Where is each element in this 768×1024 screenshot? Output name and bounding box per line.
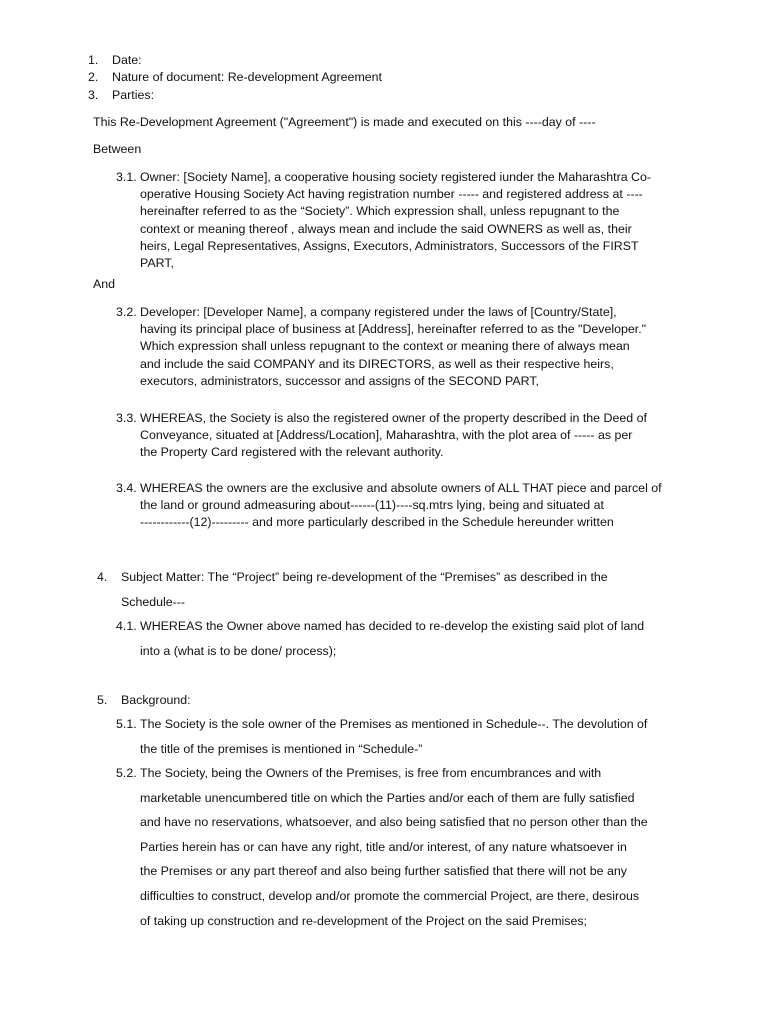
section-number: 5.	[97, 693, 108, 707]
section-line: Schedule---	[121, 594, 186, 609]
clause-line: WHEREAS the owners are the exclusive and absolute owners of ALL THAT piece and parcel of	[140, 481, 662, 495]
clause-line: the Premises or any part thereof and also being further satisfied that there will not be any	[140, 864, 627, 879]
background-heading: Background:	[121, 693, 191, 707]
clause-line: Owner: [Society Name], a cooperative housing society registered iunder the Maharashtra Co-	[140, 170, 652, 184]
clause-line: Developer: [Developer Name], a company registered under the laws of [Country/State],	[140, 305, 617, 319]
clause-4-1-whereas	[140, 614, 644, 663]
date-field: Date:	[112, 53, 142, 67]
clause-line: ------------(12)--------- and more particularly described in the Schedule hereunder written	[140, 515, 614, 530]
clause-5-2-title	[140, 761, 648, 933]
clause-line: and have no reservations, whatsoever, and also being satisfied that no person other than the	[140, 815, 648, 830]
clause-line: into a (what is to be done/ process);	[140, 643, 337, 658]
list-number: 2.	[88, 70, 99, 84]
clause-number: 5.1.	[116, 717, 137, 731]
clause-line: marketable unencumbered title on which the Parties and/or each of them are fully satisfied	[140, 790, 635, 805]
clause-number: 3.3.	[116, 411, 137, 425]
between-label: Between	[93, 142, 142, 156]
section-4-subject-matter	[121, 565, 608, 614]
clause-3-3-whereas	[140, 410, 647, 462]
clause-line: hereinafter referred to as the “Society”. Which expression shall, unless repugnant to the	[140, 204, 620, 219]
intro-paragraph: This Re-Development Agreement ("Agreement") is made and executed on this ----day of ----	[93, 115, 596, 129]
clause-number: 5.2.	[116, 766, 137, 780]
clause-number: 3.4.	[116, 481, 137, 495]
clause-line: WHEREAS the Owner above named has decided to re-develop the existing said plot of land	[140, 619, 645, 633]
clause-line: executors, administrators, successor and assigns of the SECOND PART,	[140, 373, 539, 388]
clause-line: The Society, being the Owners of the Premises, is free from encumbrances and with	[140, 766, 602, 780]
section-line: Subject Matter: The “Project” being re-development of the “Premises” as described in the	[121, 570, 608, 584]
list-number: 1.	[88, 53, 99, 67]
clause-line: heirs, Legal Representatives, Assigns, Executors, Administrators, Successors of the FIRST	[140, 238, 639, 253]
clause-line: the title of the premises is mentioned in “Schedule-”	[140, 741, 423, 756]
clause-3-4-whereas	[140, 480, 662, 532]
clause-line: Parties herein has or can have any right, title and/or interest, of any nature whatsoever in	[140, 839, 627, 854]
clause-5-1-ownership	[140, 712, 647, 761]
clause-line: operative Housing Society Act having registration number ----- and registered address at ----	[140, 187, 643, 202]
clause-line: context or meaning thereof , always mean and include the said OWNERS as well as, their	[140, 221, 632, 236]
clause-line: the Property Card registered with the relevant authority.	[140, 445, 444, 460]
clause-line: difficulties to construct, develop and/or promote the commercial Project, are there, desirous	[140, 888, 640, 903]
nature-of-document: Nature of document: Re-development Agreement	[112, 70, 382, 84]
and-label: And	[93, 277, 116, 291]
clause-line: The Society is the sole owner of the Premises as mentioned in Schedule--. The devolution of	[140, 717, 648, 731]
clause-line: WHEREAS, the Society is also the registered owner of the property described in the Deed of	[140, 411, 647, 425]
clause-number: 4.1.	[116, 619, 137, 633]
clause-line: and include the said COMPANY and its DIRECTORS, as well as their respective heirs,	[140, 356, 614, 371]
clause-3-2-developer	[140, 304, 646, 390]
clause-line: the land or ground admeasuring about------(11)----sq.mtrs lying, being and situated at	[140, 498, 604, 513]
clause-line: PART,	[140, 256, 174, 271]
clause-line: of taking up construction and re-development of the Project on the said Premises;	[140, 913, 588, 928]
parties-heading: Parties:	[112, 88, 155, 102]
clause-line: having its principal place of business at [Address], hereinafter referred to as the "Developer."	[140, 322, 647, 337]
clause-line: Which expression shall unless repugnant to the context or meaning there of always mean	[140, 339, 630, 354]
clause-number: 3.1.	[116, 170, 137, 184]
clause-line: Conveyance, situated at [Address/Location], Maharashtra, with the plot area of ----- as per	[140, 428, 633, 443]
clause-3-1-owner	[140, 169, 651, 272]
clause-number: 3.2.	[116, 305, 137, 319]
list-number: 3.	[88, 88, 99, 102]
section-number: 4.	[97, 570, 108, 584]
